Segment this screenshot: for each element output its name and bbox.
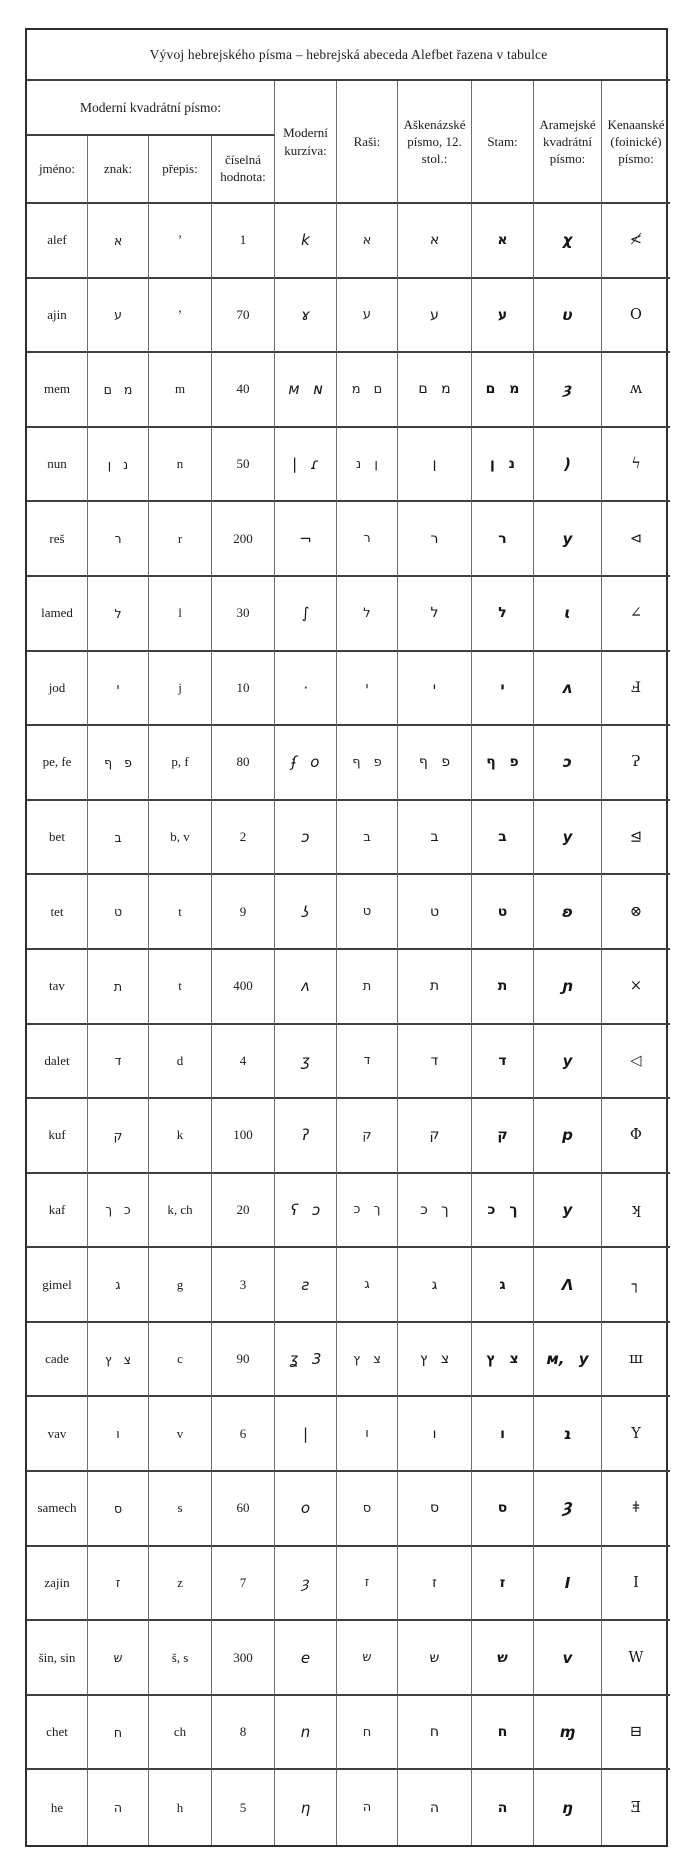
- hebrew-letter: ו: [88, 1397, 149, 1472]
- ashkenazi-glyph: פ ף: [398, 726, 472, 801]
- numeric-value: 20: [212, 1174, 275, 1249]
- modern-cursive-glyph: ʕ ɔ: [275, 1174, 337, 1249]
- modern-cursive-glyph: ∫: [275, 577, 337, 652]
- phoenician-glyph: ʍ: [602, 353, 670, 428]
- modern-cursive-glyph: ʒ: [275, 1025, 337, 1100]
- ashkenazi-glyph: ת: [398, 950, 472, 1025]
- rashi-glyph: ח: [337, 1696, 398, 1771]
- letter-name: lamed: [27, 577, 88, 652]
- aramaic-glyph: ): [534, 428, 602, 503]
- phoenician-glyph: ǂ: [602, 1472, 670, 1547]
- stam-glyph: ק: [472, 1099, 534, 1174]
- transliteration: c: [149, 1323, 212, 1398]
- phoenician-glyph: O: [602, 279, 670, 354]
- stam-glyph: ט: [472, 875, 534, 950]
- hebrew-letter: ת: [88, 950, 149, 1025]
- transliteration: ch: [149, 1696, 212, 1771]
- transliteration: š, s: [149, 1621, 212, 1696]
- letter-name: jod: [27, 652, 88, 727]
- aramaic-glyph: y: [534, 1174, 602, 1249]
- modern-cursive-glyph: ·: [275, 652, 337, 727]
- rashi-glyph: ט: [337, 875, 398, 950]
- numeric-value: 7: [212, 1547, 275, 1622]
- rashi-glyph: ע: [337, 279, 398, 354]
- hebrew-letter: ח: [88, 1696, 149, 1771]
- numeric-value: 10: [212, 652, 275, 727]
- letter-name: pe, fe: [27, 726, 88, 801]
- modern-cursive-glyph: ʄ o: [275, 726, 337, 801]
- ashkenazi-glyph: א: [398, 204, 472, 279]
- numeric-value: 90: [212, 1323, 275, 1398]
- numeric-value: 400: [212, 950, 275, 1025]
- letter-name: cade: [27, 1323, 88, 1398]
- ashkenazi-glyph: ע: [398, 279, 472, 354]
- rashi-glyph: ש: [337, 1621, 398, 1696]
- header-character: znak:: [88, 136, 149, 204]
- hebrew-letter: ש: [88, 1621, 149, 1696]
- stam-glyph: ס: [472, 1472, 534, 1547]
- letter-name: chet: [27, 1696, 88, 1771]
- letter-name: bet: [27, 801, 88, 876]
- phoenician-glyph: Ɂ: [602, 726, 670, 801]
- transliteration: k, ch: [149, 1174, 212, 1249]
- transliteration: ’: [149, 204, 212, 279]
- modern-cursive-glyph: |: [275, 1397, 337, 1472]
- letter-name: nun: [27, 428, 88, 503]
- stam-glyph: ל: [472, 577, 534, 652]
- ashkenazi-glyph: צ ץ: [398, 1323, 472, 1398]
- modern-cursive-glyph: ᴍ ɴ: [275, 353, 337, 428]
- aramaic-glyph: ŋ: [534, 1770, 602, 1845]
- stam-glyph: מ ם: [472, 353, 534, 428]
- numeric-value: 300: [212, 1621, 275, 1696]
- stam-glyph: ח: [472, 1696, 534, 1771]
- modern-cursive-glyph: ʖ: [275, 875, 337, 950]
- hebrew-letter: מ ם: [88, 353, 149, 428]
- ashkenazi-glyph: ק: [398, 1099, 472, 1174]
- transliteration: h: [149, 1770, 212, 1845]
- modern-cursive-glyph: ʌ: [275, 950, 337, 1025]
- ashkenazi-glyph: ל: [398, 577, 472, 652]
- numeric-value: 9: [212, 875, 275, 950]
- stam-glyph: ב: [472, 801, 534, 876]
- letter-name: ajin: [27, 279, 88, 354]
- transliteration: l: [149, 577, 212, 652]
- alefbet-table: [25, 28, 668, 1847]
- modern-cursive-glyph: | ɾ: [275, 428, 337, 503]
- header-modern-cursive: Moderní kurzíva:: [275, 81, 337, 204]
- numeric-value: 2: [212, 801, 275, 876]
- aramaic-glyph: χ: [534, 204, 602, 279]
- rashi-glyph: ק: [337, 1099, 398, 1174]
- letter-name: alef: [27, 204, 88, 279]
- stam-glyph: י: [472, 652, 534, 727]
- numeric-value: 4: [212, 1025, 275, 1100]
- aramaic-glyph: y: [534, 502, 602, 577]
- rashi-glyph: ן נ: [337, 428, 398, 503]
- stam-glyph: ת: [472, 950, 534, 1025]
- transliteration: s: [149, 1472, 212, 1547]
- hebrew-letter: ק: [88, 1099, 149, 1174]
- rashi-glyph: צ ץ: [337, 1323, 398, 1398]
- aramaic-glyph: ɩ: [534, 577, 602, 652]
- header-transliteration: přepis:: [149, 136, 212, 204]
- stam-glyph: ד: [472, 1025, 534, 1100]
- rashi-glyph: ב: [337, 801, 398, 876]
- rashi-glyph: ג: [337, 1248, 398, 1323]
- ashkenazi-glyph: ס: [398, 1472, 472, 1547]
- phoenician-glyph: I: [602, 1547, 670, 1622]
- phoenician-glyph: ʞ: [602, 1174, 670, 1249]
- rashi-glyph: א: [337, 204, 398, 279]
- phoenician-glyph: ϟ: [602, 428, 670, 503]
- ashkenazi-glyph: ש: [398, 1621, 472, 1696]
- hebrew-letter: ז: [88, 1547, 149, 1622]
- modern-cursive-glyph: e: [275, 1621, 337, 1696]
- stam-glyph: נ ן: [472, 428, 534, 503]
- header-ashkenazi-script: Aškenázské písmo, 12. stol.:: [398, 81, 472, 204]
- phoenician-glyph: ∠: [602, 577, 670, 652]
- rashi-glyph: ה: [337, 1770, 398, 1845]
- phoenician-glyph: ≮: [602, 204, 670, 279]
- aramaic-glyph: Λ: [534, 1248, 602, 1323]
- phoenician-glyph: ⊗: [602, 875, 670, 950]
- numeric-value: 70: [212, 279, 275, 354]
- letter-name: tet: [27, 875, 88, 950]
- header-aramaic-square-script: Aramejské kvadrátní písmo:: [534, 81, 602, 204]
- transliteration: k: [149, 1099, 212, 1174]
- ashkenazi-glyph: ט: [398, 875, 472, 950]
- transliteration: z: [149, 1547, 212, 1622]
- aramaic-glyph: υ: [534, 279, 602, 354]
- phoenician-glyph: ┐: [602, 1248, 670, 1323]
- stam-glyph: ז: [472, 1547, 534, 1622]
- numeric-value: 40: [212, 353, 275, 428]
- aramaic-glyph: ᴍ, y: [534, 1323, 602, 1398]
- letter-name: he: [27, 1770, 88, 1845]
- ashkenazi-glyph: ו: [398, 1397, 472, 1472]
- aramaic-glyph: y: [534, 1025, 602, 1100]
- hebrew-letter: א: [88, 204, 149, 279]
- aramaic-glyph: ɿ: [534, 1397, 602, 1472]
- rashi-glyph: ז: [337, 1547, 398, 1622]
- numeric-value: 6: [212, 1397, 275, 1472]
- transliteration: r: [149, 502, 212, 577]
- phoenician-glyph: ⊟: [602, 1696, 670, 1771]
- rashi-glyph: ך כ: [337, 1174, 398, 1249]
- stam-glyph: ר: [472, 502, 534, 577]
- hebrew-letter: צ ץ: [88, 1323, 149, 1398]
- phoenician-glyph: W: [602, 1621, 670, 1696]
- hebrew-letter: ד: [88, 1025, 149, 1100]
- numeric-value: 60: [212, 1472, 275, 1547]
- transliteration: n: [149, 428, 212, 503]
- phoenician-glyph: Ǝ: [630, 1799, 642, 1816]
- aramaic-glyph: ʚ: [534, 875, 602, 950]
- aramaic-glyph: v: [534, 1621, 602, 1696]
- ashkenazi-glyph: ח: [398, 1696, 472, 1771]
- phoenician-glyph: Y: [602, 1397, 670, 1472]
- header-rashi: Raši:: [337, 81, 398, 204]
- ashkenazi-glyph: ן: [398, 428, 472, 503]
- table-title: Vývoj hebrejského písma – hebrejská abeceda Alefbet řazena v tabulce: [27, 30, 670, 81]
- modern-cursive-glyph: ʓ 3: [275, 1323, 337, 1398]
- letter-name: zajin: [27, 1547, 88, 1622]
- hebrew-letter: ס: [88, 1472, 149, 1547]
- phoenician-glyph: ◁: [602, 1025, 670, 1100]
- transliteration: v: [149, 1397, 212, 1472]
- stam-glyph: ג: [472, 1248, 534, 1323]
- transliteration: ’: [149, 279, 212, 354]
- stam-glyph: ע: [472, 279, 534, 354]
- aramaic-glyph: ɔ: [534, 726, 602, 801]
- ashkenazi-glyph: ה: [398, 1770, 472, 1845]
- stam-glyph: א: [472, 204, 534, 279]
- header-name: jméno:: [27, 136, 88, 204]
- transliteration: b, v: [149, 801, 212, 876]
- hebrew-letter: ר: [88, 502, 149, 577]
- numeric-value: 8: [212, 1696, 275, 1771]
- ashkenazi-glyph: מ ם: [398, 353, 472, 428]
- numeric-value: 3: [212, 1248, 275, 1323]
- hebrew-letter: ג: [88, 1248, 149, 1323]
- rashi-glyph: ס: [337, 1472, 398, 1547]
- aramaic-glyph: Ȝ: [534, 1472, 602, 1547]
- ashkenazi-glyph: ז: [398, 1547, 472, 1622]
- hebrew-letter: ל: [88, 577, 149, 652]
- letter-name: dalet: [27, 1025, 88, 1100]
- hebrew-letter: פ ף: [88, 726, 149, 801]
- numeric-value: 50: [212, 428, 275, 503]
- transliteration: p, f: [149, 726, 212, 801]
- modern-cursive-glyph: ƞ: [275, 1770, 337, 1845]
- rashi-glyph: ל: [337, 577, 398, 652]
- ashkenazi-glyph: ר: [398, 502, 472, 577]
- transliteration: d: [149, 1025, 212, 1100]
- aramaic-glyph: ɱ: [534, 1696, 602, 1771]
- stam-glyph: ך כ: [472, 1174, 534, 1249]
- hebrew-letter: י: [88, 652, 149, 727]
- hebrew-letter: ב: [88, 801, 149, 876]
- numeric-value: 1: [212, 204, 275, 279]
- rashi-glyph: י: [337, 652, 398, 727]
- hebrew-letter: נ ן: [88, 428, 149, 503]
- ashkenazi-glyph: ב: [398, 801, 472, 876]
- stam-glyph: צ ץ: [472, 1323, 534, 1398]
- hebrew-letter: כ ך: [88, 1174, 149, 1249]
- transliteration: j: [149, 652, 212, 727]
- letter-name: kuf: [27, 1099, 88, 1174]
- phoenician-glyph: ×: [602, 950, 670, 1025]
- modern-cursive-glyph: ƨ: [275, 1248, 337, 1323]
- hebrew-letter: ט: [88, 875, 149, 950]
- transliteration: t: [149, 875, 212, 950]
- modern-cursive-glyph: k: [275, 204, 337, 279]
- letter-name: reš: [27, 502, 88, 577]
- numeric-value: 200: [212, 502, 275, 577]
- phoenician-glyph: Φ: [602, 1099, 670, 1174]
- header-numeric-value: číselná hodnota:: [212, 136, 275, 204]
- stam-glyph: ו: [472, 1397, 534, 1472]
- header-stam: Stam:: [472, 81, 534, 204]
- phoenician-glyph: ш: [602, 1323, 670, 1398]
- rashi-glyph: ו: [337, 1397, 398, 1472]
- letter-name: vav: [27, 1397, 88, 1472]
- stam-glyph: ה: [472, 1770, 534, 1845]
- rashi-glyph: פ ף: [337, 726, 398, 801]
- aramaic-glyph: ȝ: [534, 353, 602, 428]
- transliteration: t: [149, 950, 212, 1025]
- modern-cursive-glyph: ɤ: [275, 279, 337, 354]
- letter-name: samech: [27, 1472, 88, 1547]
- aramaic-glyph: I: [534, 1547, 602, 1622]
- modern-cursive-glyph: o: [275, 1472, 337, 1547]
- phoenician-glyph: ⊴: [602, 801, 670, 876]
- ashkenazi-glyph: י: [398, 652, 472, 727]
- header-canaanite-phoenician-script: Kenaanské (foinické) písmo:: [602, 81, 670, 204]
- ashkenazi-glyph: ד: [398, 1025, 472, 1100]
- letter-name: kaf: [27, 1174, 88, 1249]
- numeric-value: 5: [212, 1770, 275, 1845]
- rashi-glyph: ת: [337, 950, 398, 1025]
- modern-cursive-glyph: ʔ: [275, 1099, 337, 1174]
- stam-glyph: פ ף: [472, 726, 534, 801]
- numeric-value: 30: [212, 577, 275, 652]
- aramaic-glyph: ɲ: [534, 950, 602, 1025]
- hebrew-letter: ה: [88, 1770, 149, 1845]
- phoenician-glyph: Ⅎ: [602, 652, 670, 727]
- header-modern-square-group: Moderní kvadrátní písmo:: [27, 81, 275, 136]
- aramaic-glyph: p: [534, 1099, 602, 1174]
- phoenician-glyph: ⊲: [602, 502, 670, 577]
- modern-cursive-glyph: ȝ: [275, 1547, 337, 1622]
- modern-cursive-glyph: ɔ: [275, 801, 337, 876]
- stam-glyph: ש: [472, 1621, 534, 1696]
- letter-name: šin, sin: [27, 1621, 88, 1696]
- numeric-value: 80: [212, 726, 275, 801]
- ashkenazi-glyph: ך כ: [398, 1174, 472, 1249]
- numeric-value: 100: [212, 1099, 275, 1174]
- letter-name: tav: [27, 950, 88, 1025]
- transliteration: m: [149, 353, 212, 428]
- modern-cursive-glyph: n: [275, 1696, 337, 1771]
- aramaic-glyph: ʌ: [534, 652, 602, 727]
- hebrew-letter: ע: [88, 279, 149, 354]
- letter-name: mem: [27, 353, 88, 428]
- ashkenazi-glyph: ג: [398, 1248, 472, 1323]
- modern-cursive-glyph: ¬: [275, 502, 337, 577]
- aramaic-glyph: y: [534, 801, 602, 876]
- rashi-glyph: ד: [337, 1025, 398, 1100]
- rashi-glyph: ם מ: [337, 353, 398, 428]
- transliteration: g: [149, 1248, 212, 1323]
- rashi-glyph: ר: [337, 502, 398, 577]
- letter-name: gimel: [27, 1248, 88, 1323]
